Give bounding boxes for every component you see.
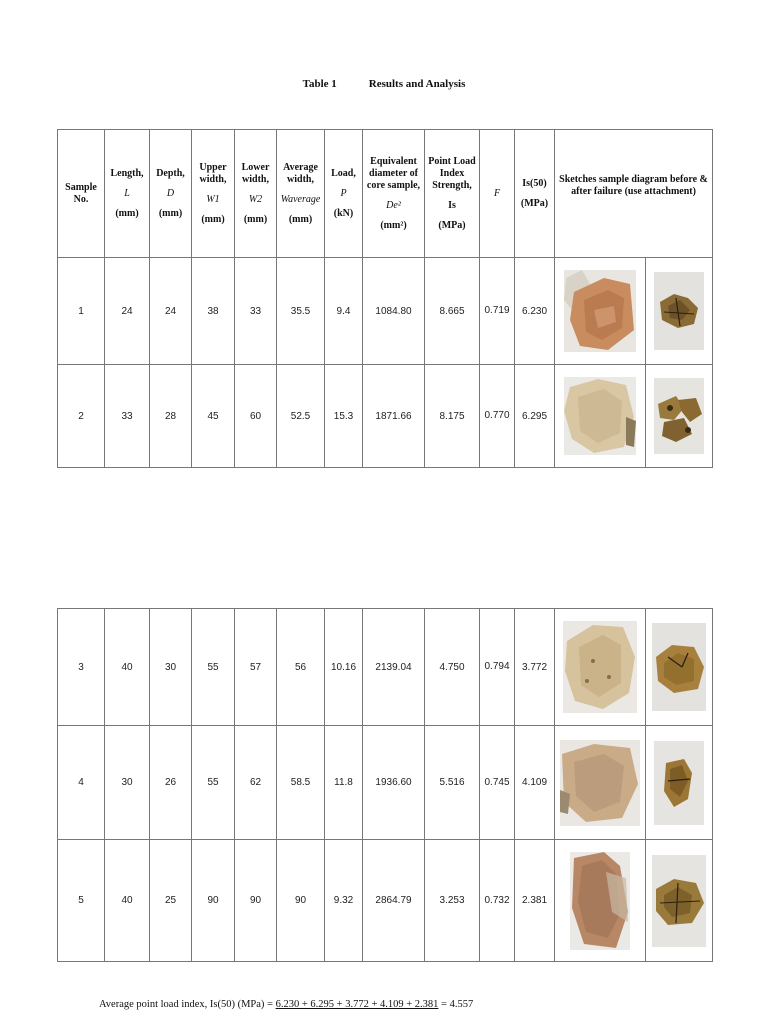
header-average-width: Average width, Waverage (mm) bbox=[277, 130, 325, 258]
cell-lower-width: 60 bbox=[235, 365, 277, 468]
cell-length: 24 bbox=[105, 258, 150, 365]
cell-depth: 24 bbox=[150, 258, 192, 365]
cell-f: 0.745 bbox=[480, 726, 515, 840]
table-row bbox=[58, 726, 713, 840]
cell-is50: 3.772 bbox=[515, 609, 555, 726]
table-row bbox=[58, 365, 713, 468]
rock-after-image bbox=[654, 378, 704, 454]
rock-after-image bbox=[652, 623, 706, 711]
cell-depth: 28 bbox=[150, 365, 192, 468]
average-expression: 6.230 + 6.295 + 3.772 + 4.109 + 2.381 bbox=[275, 999, 439, 1010]
cell-lower-width: 90 bbox=[235, 840, 277, 962]
photo-before bbox=[555, 365, 646, 468]
cell-is50: 2.381 bbox=[515, 840, 555, 962]
cell-upper-width: 38 bbox=[192, 258, 235, 365]
cell-point-load-index: 4.750 bbox=[425, 609, 480, 726]
photo-after bbox=[646, 726, 713, 840]
header-point-load-index: Point Load Index Strength, Is (MPa) bbox=[425, 130, 480, 258]
average-label: Average point load index, Is(50) (MPa) = bbox=[99, 999, 273, 1010]
cell-upper-width: 55 bbox=[192, 726, 235, 840]
header-length: Length, L (mm) bbox=[105, 130, 150, 258]
rock-before-image bbox=[570, 852, 630, 950]
cell-equivalent-diameter: 2864.79 bbox=[363, 840, 425, 962]
cell-f: 0.732 bbox=[480, 840, 515, 962]
cell-no: 1 bbox=[58, 258, 105, 365]
photo-after bbox=[646, 840, 713, 962]
cell-is50: 6.230 bbox=[515, 258, 555, 365]
cell-load: 10.16 bbox=[325, 609, 363, 726]
cell-lower-width: 33 bbox=[235, 258, 277, 365]
table-row bbox=[58, 258, 713, 365]
rock-before-image bbox=[560, 740, 640, 826]
header-f: F bbox=[480, 130, 515, 258]
cell-load: 11.8 bbox=[325, 726, 363, 840]
cell-length: 40 bbox=[105, 609, 150, 726]
cell-point-load-index: 3.253 bbox=[425, 840, 480, 962]
table-title bbox=[0, 78, 768, 90]
header-load: Load, P (kN) bbox=[325, 130, 363, 258]
table-caption: Results and Analysis bbox=[368, 78, 466, 90]
cell-length: 33 bbox=[105, 365, 150, 468]
results-table-bottom bbox=[57, 608, 713, 962]
photo-before bbox=[555, 726, 646, 840]
cell-upper-width: 90 bbox=[192, 840, 235, 962]
cell-f: 0.719 bbox=[480, 258, 515, 365]
cell-is50: 6.295 bbox=[515, 365, 555, 468]
cell-no: 5 bbox=[58, 840, 105, 962]
photo-after bbox=[646, 609, 713, 726]
cell-equivalent-diameter: 1084.80 bbox=[363, 258, 425, 365]
photo-after bbox=[646, 365, 713, 468]
cell-load: 9.32 bbox=[325, 840, 363, 962]
cell-f: 0.770 bbox=[480, 365, 515, 468]
header-equivalent-diameter: Equivalent diameter of core sample, De² (mm²) bbox=[363, 130, 425, 258]
cell-point-load-index: 8.665 bbox=[425, 258, 480, 365]
rock-before-image bbox=[563, 621, 637, 713]
average-formula bbox=[99, 999, 473, 1010]
header-row bbox=[58, 130, 713, 258]
cell-equivalent-diameter: 1936.60 bbox=[363, 726, 425, 840]
rock-before-image bbox=[564, 270, 636, 352]
cell-upper-width: 45 bbox=[192, 365, 235, 468]
cell-equivalent-diameter: 2139.04 bbox=[363, 609, 425, 726]
rock-after-image bbox=[654, 272, 704, 350]
header-sample: Sample No. bbox=[58, 130, 105, 258]
table-label: Table 1 bbox=[302, 78, 337, 90]
cell-depth: 25 bbox=[150, 840, 192, 962]
table-row bbox=[58, 609, 713, 726]
cell-average-width: 90 bbox=[277, 840, 325, 962]
cell-no: 3 bbox=[58, 609, 105, 726]
photo-before bbox=[555, 840, 646, 962]
header-sketches: Sketches sample diagram before & after failure (use attachment) bbox=[555, 130, 713, 258]
cell-length: 30 bbox=[105, 726, 150, 840]
cell-lower-width: 62 bbox=[235, 726, 277, 840]
cell-average-width: 58.5 bbox=[277, 726, 325, 840]
average-result: = 4.557 bbox=[441, 999, 474, 1010]
rock-after-image bbox=[652, 855, 706, 947]
cell-depth: 26 bbox=[150, 726, 192, 840]
cell-average-width: 35.5 bbox=[277, 258, 325, 365]
cell-length: 40 bbox=[105, 840, 150, 962]
results-table-top bbox=[57, 129, 713, 468]
cell-point-load-index: 5.516 bbox=[425, 726, 480, 840]
cell-upper-width: 55 bbox=[192, 609, 235, 726]
photo-before bbox=[555, 258, 646, 365]
photo-before bbox=[555, 609, 646, 726]
table-row bbox=[58, 840, 713, 962]
rock-after-image bbox=[654, 741, 704, 825]
cell-equivalent-diameter: 1871.66 bbox=[363, 365, 425, 468]
header-is50: Is(50) (MPa) bbox=[515, 130, 555, 258]
cell-average-width: 56 bbox=[277, 609, 325, 726]
cell-f: 0.794 bbox=[480, 609, 515, 726]
cell-no: 4 bbox=[58, 726, 105, 840]
header-upper-width: Upper width, W1 (mm) bbox=[192, 130, 235, 258]
cell-average-width: 52.5 bbox=[277, 365, 325, 468]
cell-no: 2 bbox=[58, 365, 105, 468]
cell-load: 9.4 bbox=[325, 258, 363, 365]
cell-lower-width: 57 bbox=[235, 609, 277, 726]
header-lower-width: Lower width, W2 (mm) bbox=[235, 130, 277, 258]
rock-before-image bbox=[564, 377, 636, 455]
cell-depth: 30 bbox=[150, 609, 192, 726]
photo-after bbox=[646, 258, 713, 365]
cell-is50: 4.109 bbox=[515, 726, 555, 840]
header-depth: Depth, D (mm) bbox=[150, 130, 192, 258]
cell-load: 15.3 bbox=[325, 365, 363, 468]
cell-point-load-index: 8.175 bbox=[425, 365, 480, 468]
